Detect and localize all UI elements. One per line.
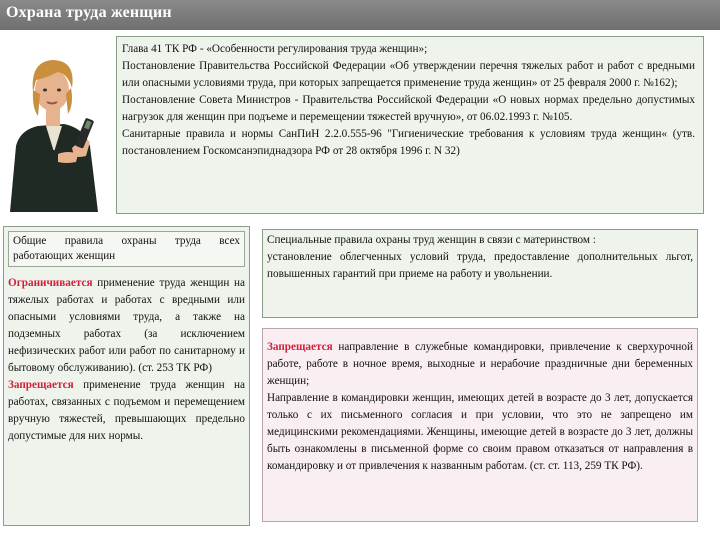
business-trip-paragraph: Направление в командировки женщин, имеющих детей в возрасте до 3 лет, допускается только с их письменного согласия и при условии, что это не запрещено им медицинскими рекомендациями. Женщины, имеющие детей в возрасте до 3 лет, должны быть ознакомлены в письменной форме со своим правом отказаться от направления в командировку и от привлечения к названным работам. (ст. ст. 113, 259 ТК РФ). (267, 392, 693, 472)
pink-prohibited-text: направление в служебные командировки, привлечение к сверхурочной работе, работе в ночное время, выходные и нерабочие праздничные дни беременных женщин; (267, 341, 693, 387)
legal-act-line: Санитарные правила и нормы СанПиН 2.2.0.555-96 "Гигиенические требования к условиям труда женщин« (утв. постановлением Госкомсанэпиднадзора РФ от 28 октября 1996 г. N 32) (122, 128, 695, 157)
legal-act-line: Глава 41 ТК РФ - «Особенности регулирования труда женщин»; (122, 43, 428, 55)
legal-acts-box (116, 36, 704, 214)
general-rules-body (4, 267, 249, 445)
woman-illustration-icon (2, 34, 114, 214)
title-bar (0, 0, 720, 30)
maternity-rules-line: установление облегченных условий труда, предоставление дополнительных льгот, повышенных гарантий при приеме на работу и увольнении. (267, 251, 693, 280)
prohibition-paragraph (8, 377, 245, 445)
maternity-rules-line: Специальные правила охраны труд женщин в связи с материнством : (267, 234, 596, 246)
pregnancy-prohibitions-box (262, 328, 698, 522)
legal-act-line: Постановление Правительства Российской Федерации «Об утверждении перечня тяжелых работ и работ с вредными или опасными условиями труда, при которых запрещается применение труда женщин» от 25 февраля 2000 г. №162); (122, 60, 695, 89)
general-rules-box (3, 226, 250, 526)
restriction-paragraph (8, 275, 245, 377)
pregnancy-prohibition-paragraph (267, 339, 693, 390)
prohibited-text: применение труда женщин на работах, связанных с подъемом и перемещением вручную тяжестей, превышающих предельно допустимые для них нормы. (8, 379, 245, 442)
general-rules-heading: Общие правила охраны труда всех работающих женщин (8, 231, 245, 267)
pink-prohibited-keyword: Запрещается (267, 341, 333, 353)
woman-with-phone-clipart (2, 34, 114, 214)
restricted-text: применение труда женщин на тяжелых работах и работах с вредными или опасными условиями труда, а также на подземных работах (за исключением нефизических работ или работ по санитарному и бытовому обслуживанию). (ст. 253 ТК РФ) (8, 277, 245, 374)
page-title: Охрана труда женщин (6, 4, 172, 21)
maternity-rules-box (262, 229, 698, 318)
prohibited-keyword: Запрещается (8, 379, 74, 391)
restricted-keyword: Ограничивается (8, 277, 93, 289)
legal-act-line: Постановление Совета Министров - Правительства Российской Федерации «О новых нормах предельно допустимых нагрузок для женщин при подъеме и перемещении тяжестей вручную», от 06.02.1993 г. №105. (122, 94, 695, 123)
